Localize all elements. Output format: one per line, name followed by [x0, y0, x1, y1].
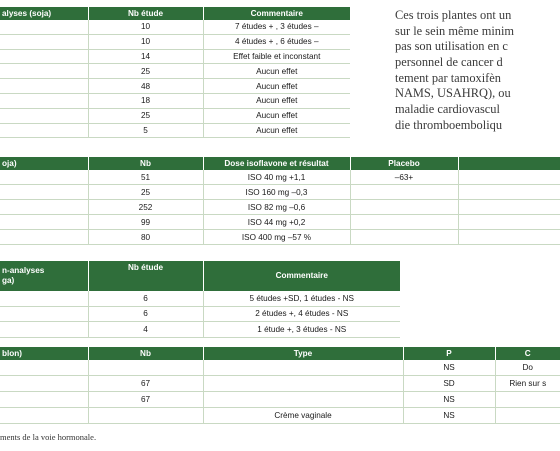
table-cell: –63+: [350, 170, 458, 185]
table-row: [0, 64, 350, 79]
table-cell: Effet faible et inconstant: [203, 49, 350, 64]
table-cell: [495, 408, 560, 424]
table-cell: [0, 215, 88, 230]
table-cell: ISO 400 mg –57 %: [203, 230, 350, 245]
houblon-table: [0, 347, 560, 424]
table-cell: ISO 44 mg +0,2: [203, 215, 350, 230]
table-row: [0, 376, 560, 392]
column-header: Nb étude: [88, 261, 203, 291]
column-header: Dose isoflavone et résultat: [203, 157, 350, 170]
table-cell: Do: [495, 360, 560, 376]
table-cell: ISO 160 mg –0,3: [203, 185, 350, 200]
table-cell: [0, 108, 88, 123]
table-cell: [0, 20, 88, 34]
table-cell: 25: [88, 185, 203, 200]
table-cell: [0, 291, 88, 306]
table-cell: 25: [88, 64, 203, 79]
table-cell: 4: [88, 322, 203, 338]
body-paragraph: [395, 8, 560, 134]
paragraph-line: pas son utilisation en c: [395, 39, 508, 54]
table-cell: [350, 230, 458, 245]
table-cell: [0, 93, 88, 108]
table-header-row: [0, 157, 560, 170]
table-cell: 48: [88, 79, 203, 94]
table-cell: 7 études + , 3 études –: [203, 20, 350, 34]
table-cell: Rien sur s: [495, 376, 560, 392]
column-header: Commentaire: [203, 7, 350, 20]
table-cell: [0, 200, 88, 215]
table-cell: [458, 200, 560, 215]
table-cell: Aucun effet: [203, 123, 350, 138]
column-header: C: [495, 347, 560, 360]
table-cell: [0, 322, 88, 338]
table-cell: [88, 360, 203, 376]
table-cell: 18: [88, 93, 203, 108]
table-cell: 99: [88, 215, 203, 230]
table-row: [0, 291, 400, 306]
column-header: alyses (soja): [0, 7, 88, 20]
table-cell: NS: [403, 392, 495, 408]
table-cell: 80: [88, 230, 203, 245]
table-cell: [0, 392, 88, 408]
table-cell: Aucun effet: [203, 108, 350, 123]
table-cell: [0, 79, 88, 94]
table-cell: [458, 185, 560, 200]
column-header: Nb: [88, 157, 203, 170]
table-cell: [0, 49, 88, 64]
table-cell: [88, 408, 203, 424]
table-row: [0, 306, 400, 322]
column-header: n-analyses ga): [0, 261, 88, 291]
table-cell: [350, 185, 458, 200]
table-cell: ISO 40 mg +1,1: [203, 170, 350, 185]
table-row: [0, 170, 560, 185]
table-cell: [495, 392, 560, 408]
column-header: Placebo: [350, 157, 458, 170]
meta-analyses-table: [0, 261, 400, 338]
table-cell: 4 études + , 6 études –: [203, 34, 350, 49]
table-cell: [350, 200, 458, 215]
table-cell: [203, 360, 403, 376]
table-cell: [0, 64, 88, 79]
table-cell: SD: [403, 376, 495, 392]
table-row: [0, 34, 350, 49]
table-cell: 67: [88, 392, 203, 408]
table-cell: ISO 82 mg –0,6: [203, 200, 350, 215]
table-cell: 51: [88, 170, 203, 185]
table-cell: NS: [403, 408, 495, 424]
table-cell: 252: [88, 200, 203, 215]
column-header: Commentaire: [203, 261, 400, 291]
column-header: [458, 157, 560, 170]
table-cell: 25: [88, 108, 203, 123]
table-cell: [0, 408, 88, 424]
table-row: [0, 108, 350, 123]
table-row: [0, 360, 560, 376]
table-row: [0, 230, 560, 245]
table-cell: NS: [403, 360, 495, 376]
table-header-row: [0, 7, 350, 20]
table-cell: 6: [88, 291, 203, 306]
column-header: Nb: [88, 347, 203, 360]
table-cell: [0, 230, 88, 245]
table-cell: 5: [88, 123, 203, 138]
table-cell: [0, 123, 88, 138]
paragraph-line: die thromboemboliqu: [395, 117, 503, 132]
paragraph-line: tement par tamoxifèn: [395, 70, 501, 85]
footnote: ments de la voie hormonale.: [0, 432, 97, 442]
column-header: blon): [0, 347, 88, 360]
table-cell: [0, 34, 88, 49]
paragraph-line: NAMS, USAHRQ), ou: [395, 86, 511, 101]
table-cell: 5 études +SD, 1 études - NS: [203, 291, 400, 306]
table-cell: 1 étude +, 3 études - NS: [203, 322, 400, 338]
table-cell: 14: [88, 49, 203, 64]
table-cell: [0, 360, 88, 376]
table-row: [0, 408, 560, 424]
table-cell: [0, 170, 88, 185]
table-row: [0, 200, 560, 215]
table-cell: 6: [88, 306, 203, 322]
column-header: Type: [203, 347, 403, 360]
table-cell: Aucun effet: [203, 93, 350, 108]
paragraph-line: Ces trois plantes ont un: [395, 8, 512, 22]
table-cell: [203, 392, 403, 408]
table-cell: [458, 215, 560, 230]
column-header: P: [403, 347, 495, 360]
table-row: [0, 322, 400, 338]
table-row: [0, 79, 350, 94]
table-cell: Crème vaginale: [203, 408, 403, 424]
table-header-row: [0, 347, 560, 360]
table-cell: [0, 306, 88, 322]
table-cell: [350, 215, 458, 230]
table-row: [0, 185, 560, 200]
table-cell: 10: [88, 20, 203, 34]
table-cell: [0, 376, 88, 392]
column-header: oja): [0, 157, 88, 170]
table-row: [0, 392, 560, 408]
table-row: [0, 49, 350, 64]
soy-meta-analyses-table: [0, 7, 350, 138]
table-row: [0, 93, 350, 108]
table-cell: [0, 185, 88, 200]
table-cell: [458, 170, 560, 185]
table-row: [0, 215, 560, 230]
table-cell: [203, 376, 403, 392]
table-header-row: [0, 261, 400, 291]
table-row: [0, 123, 350, 138]
paragraph-line: maladie cardiovascul: [395, 102, 500, 117]
paragraph-line: personnel de cancer d: [395, 55, 503, 70]
table-cell: 2 études +, 4 études - NS: [203, 306, 400, 322]
table-cell: 10: [88, 34, 203, 49]
soy-isoflavone-dose-table: [0, 157, 560, 245]
table-row: [0, 20, 350, 34]
table-cell: [458, 230, 560, 245]
column-header: Nb étude: [88, 7, 203, 20]
table-cell: Aucun effet: [203, 64, 350, 79]
table-cell: Aucun effet: [203, 79, 350, 94]
paragraph-line: sur le sein même minim: [395, 23, 515, 38]
table-cell: 67: [88, 376, 203, 392]
